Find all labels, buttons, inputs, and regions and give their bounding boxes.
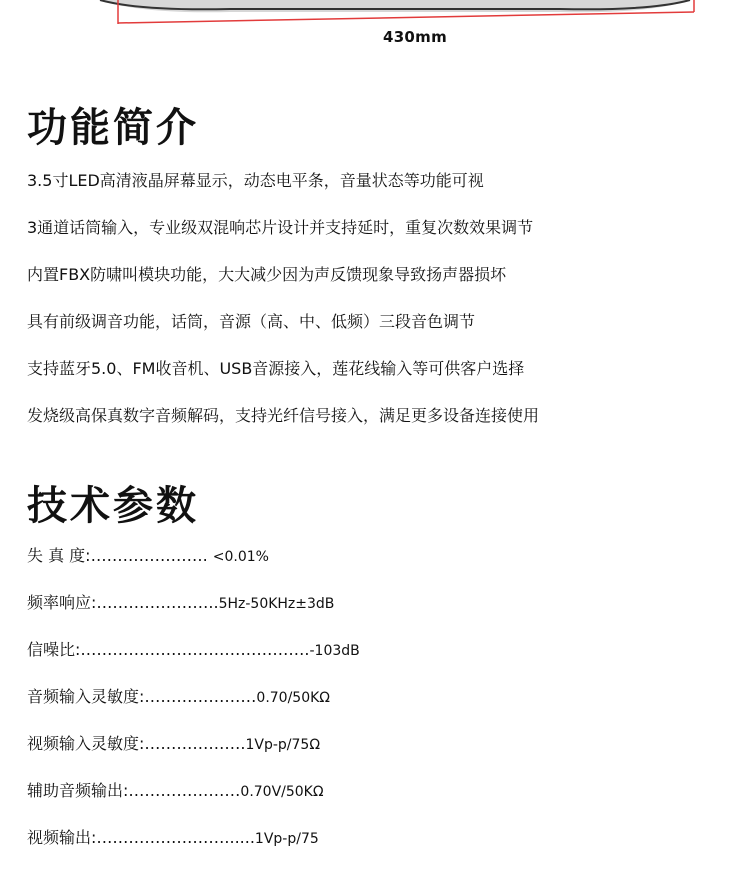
spec-leader: ………………… — [128, 781, 241, 800]
spec-label: 音频输入灵敏度: — [27, 687, 145, 706]
spec-row — [27, 732, 360, 779]
spec-row — [27, 544, 360, 591]
spec-label: 信噪比: — [27, 640, 81, 659]
spec-row — [27, 685, 360, 732]
specs-list — [27, 544, 360, 873]
feature-item: 3通道话筒输入，专业级双混响芯片设计并支持延时，重复次数效果调节 — [27, 218, 534, 237]
feature-item: 内置FBX防啸叫模块功能，大大减少因为声反馈现象导致扬声器损坏 — [27, 265, 507, 284]
device-base-shadow — [100, 0, 690, 12]
spec-value: 0.70V/50KΩ — [240, 784, 324, 800]
dimension-label: 430mm — [382, 28, 448, 46]
spec-value: <0.01% — [212, 549, 269, 565]
features-list — [27, 169, 539, 451]
spec-leader: ………………. — [144, 734, 246, 753]
spec-label: 辅助音频输出: — [27, 781, 129, 800]
spec-leader: …………………. — [90, 546, 213, 565]
device-image-bottom — [0, 0, 750, 24]
features-title: 功能简介 — [27, 105, 199, 151]
spec-value: 1Vp-p/75Ω — [245, 737, 321, 753]
spec-leader: ………………… — [144, 687, 257, 706]
spec-row — [27, 591, 360, 638]
spec-label: 频率响应: — [27, 593, 97, 612]
spec-value: 0.70/50KΩ — [256, 690, 330, 706]
spec-leader: ………………….. — [96, 593, 219, 612]
feature-item: 3.5寸LED高清液晶屏幕显示，动态电平条，音量状态等功能可视 — [27, 171, 484, 190]
spec-leader: ……………………………………. — [80, 640, 310, 659]
spec-label: 失 真 度: — [27, 546, 91, 565]
spec-leader: ……………………...... — [96, 828, 255, 847]
specs-title: 技术参数 — [27, 483, 199, 529]
feature-item: 发烧级高保真数字音频解码，支持光纤信号接入，满足更多设备连接使用 — [27, 406, 540, 425]
spec-label: 视频输出: — [27, 828, 97, 847]
spec-row — [27, 638, 360, 685]
spec-row — [27, 826, 360, 873]
feature-item: 具有前级调音功能，话筒，音源（高、中、低频）三段音色调节 — [27, 312, 476, 331]
dimension-line — [118, 12, 694, 23]
spec-row — [27, 779, 360, 826]
feature-item: 支持蓝牙5.0、FM收音机、USB音源接入，莲花线输入等可供客户选择 — [27, 359, 525, 378]
spec-label: 视频输入灵敏度: — [27, 734, 145, 753]
spec-value: 5Hz-50KHz±3dB — [218, 596, 335, 612]
spec-value: -103dB — [309, 643, 360, 659]
spec-value: 1Vp-p/75 — [254, 831, 319, 847]
